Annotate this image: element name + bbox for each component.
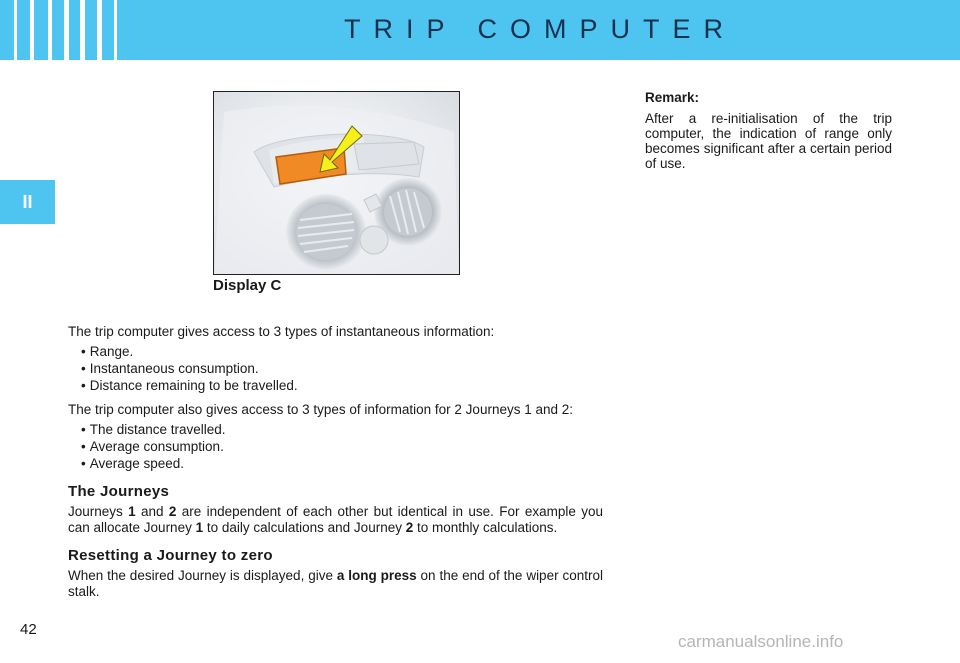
reset-heading: Resetting a Journey to zero (68, 547, 273, 564)
stripe (97, 0, 102, 60)
page-number: 42 (20, 621, 37, 638)
journeys-paragraph (68, 504, 603, 536)
page-title: TRIP COMPUTER (343, 14, 736, 44)
text-span: Journeys (68, 504, 129, 519)
journey-number: 2 (405, 520, 414, 535)
stripe (80, 0, 85, 60)
intro-line-1: The trip computer gives access to 3 types of instantaneous information: (68, 324, 495, 339)
text-span: on the end of the wiper control stalk. (68, 568, 603, 599)
section-tab[interactable]: II (0, 180, 55, 224)
instant-info-list (68, 344, 603, 394)
list-item: • Average speed. (81, 456, 603, 472)
journey-info-list (68, 422, 603, 472)
text-span: to daily calculations and Journey (203, 520, 406, 535)
journey-number: 2 (168, 504, 177, 519)
remark-text: After a re-initialisation of the trip computer, the indication of range only becomes significant after a certain period of use. (645, 111, 892, 171)
list-item: • Instantaneous consumption. (81, 361, 603, 377)
text-span: to monthly calculations. (413, 520, 558, 535)
text-span: and (135, 504, 169, 519)
journeys-heading: The Journeys (68, 483, 170, 500)
remark-label: Remark: (645, 90, 700, 105)
list-item: • The distance travelled. (81, 422, 603, 438)
text-span: When the desired Journey is displayed, give (68, 568, 337, 583)
dashboard-figure (213, 91, 460, 275)
stripe (48, 0, 52, 60)
stripe (14, 0, 17, 60)
header-bar (0, 0, 960, 60)
journey-number: 1 (195, 520, 204, 535)
dashboard-illustration (214, 92, 459, 274)
stripe (64, 0, 69, 60)
remark-box (645, 90, 892, 171)
stripe (30, 0, 34, 60)
stripe (114, 0, 117, 60)
journey-number: 1 (128, 504, 136, 519)
list-item: • Average consumption. (81, 439, 603, 455)
watermark: carmanualsonline.info (678, 632, 844, 651)
figure-caption: Display C (213, 277, 282, 294)
text-span: are independent of each other but identical in use. For example you can allocate Journey (68, 504, 603, 535)
reset-paragraph (68, 568, 603, 600)
list-item: • Range. (81, 344, 603, 360)
emphasis: a long press (336, 568, 417, 583)
main-column (68, 324, 603, 604)
intro-line-2: The trip computer also gives access to 3 types of information for 2 Journeys 1 and 2: (68, 402, 574, 417)
list-item: • Distance remaining to be travelled. (81, 378, 603, 394)
